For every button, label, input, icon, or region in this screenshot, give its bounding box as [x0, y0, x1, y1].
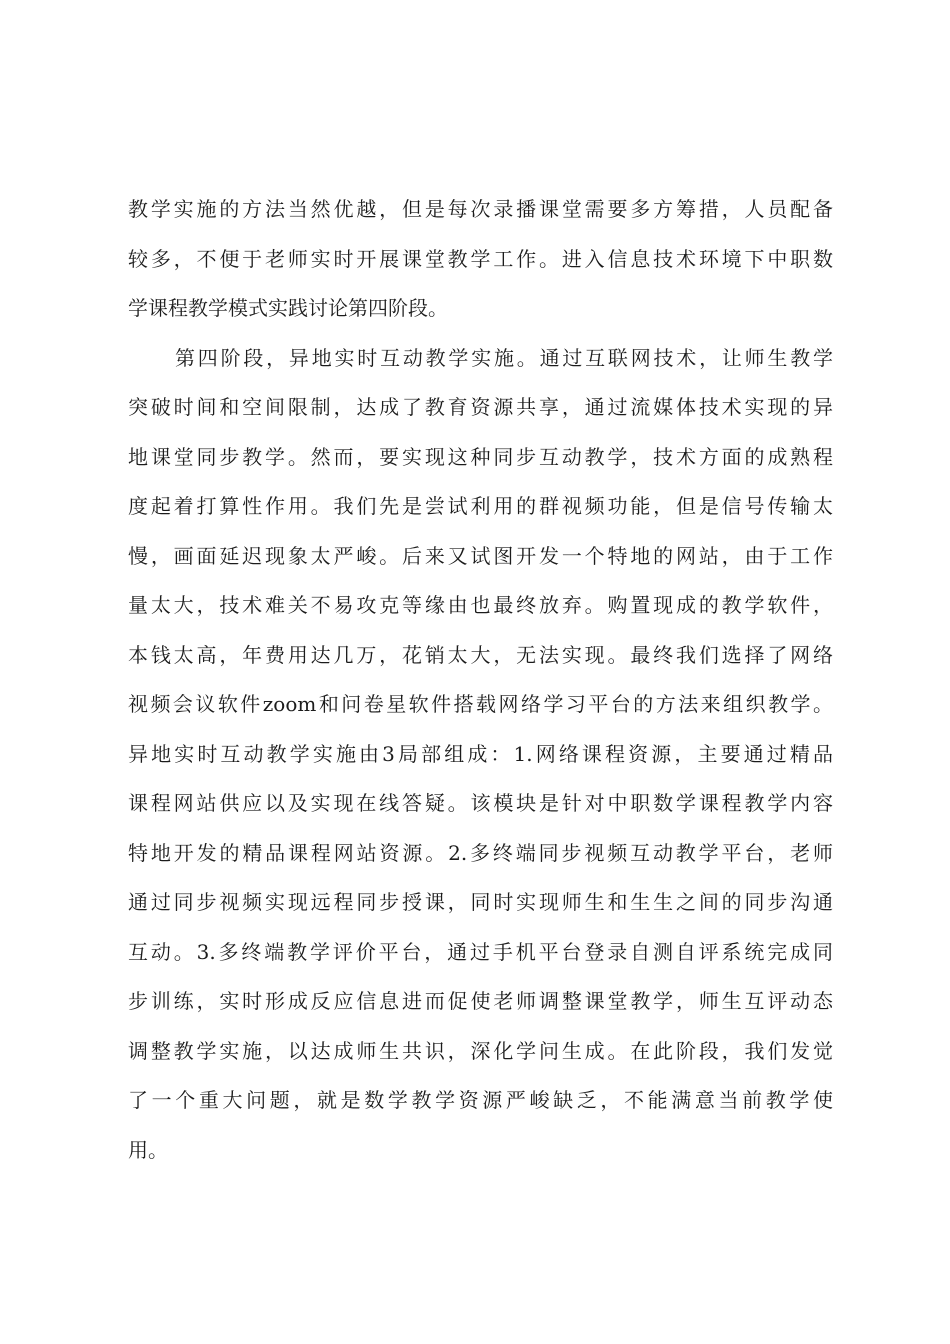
text-line: 地课堂同步教学。然而，要实现这种同步互动教学，技术方面的成熟程	[128, 444, 833, 469]
text-line: 通过同步视频实现远程同步授课，同时实现师生和生生之间的同步沟通	[128, 890, 833, 914]
text-line: 突破时间和空间限制，达成了教育资源共享，通过流媒体技术实现的异	[128, 395, 833, 419]
text-line: 本钱太高，年费用达几万，花销太大，无法实现。最终我们选择了网络	[128, 642, 833, 667]
paragraph-2	[128, 334, 833, 1176]
text-line: 步训练，实时形成反应信息进而促使老师调整课堂教学，师生互评动态	[128, 989, 833, 1013]
text-line: 度起着打算性作用。我们先是尝试利用的群视频功能，但是信号传输太	[128, 494, 833, 518]
text-line: 学课程教学模式实践讨论第四阶段。	[128, 296, 448, 320]
text-line: 第四阶段，异地实时互动教学实施。通过互联网技术，让师生教学	[175, 345, 833, 370]
text-line: 较多，不便于老师实时开展课堂教学工作。进入信息技术环境下中职数	[128, 246, 833, 271]
text-line: 特地开发的精品课程网站资源。2.多终端同步视频互动教学平台，老师	[128, 840, 833, 865]
text-line: 视频会议软件zoom和问卷星软件搭载网络学习平台的方法来组织教学。	[128, 692, 833, 716]
text-line: 课程网站供应以及实现在线答疑。该模块是针对中职数学课程教学内容	[128, 791, 833, 815]
text-line: 互动。3.多终端教学评价平台，通过手机平台登录自测自评系统完成同	[128, 939, 833, 964]
body-text	[128, 185, 833, 1175]
text-line: 量太大，技术难关不易攻克等缘由也最终放弃。购置现成的教学软件，	[128, 593, 833, 617]
text-line: 调整教学实施，以达成师生共识，深化学问生成。在此阶段，我们发觉	[128, 1038, 833, 1063]
text-line: 慢，画面延迟现象太严峻。后来又试图开发一个特地的网站，由于工作	[128, 543, 833, 568]
paragraph-1	[128, 185, 833, 334]
text-line: 教学实施的方法当然优越，但是每次录播课堂需要多方筹措，人员配备	[128, 197, 833, 221]
text-line: 了一个重大问题，就是数学教学资源严峻缺乏，不能满意当前教学使	[128, 1088, 833, 1112]
text-line: 异地实时互动教学实施由3局部组成：1.网络课程资源，主要通过精品	[128, 741, 833, 766]
text-line: 用。	[128, 1137, 168, 1162]
